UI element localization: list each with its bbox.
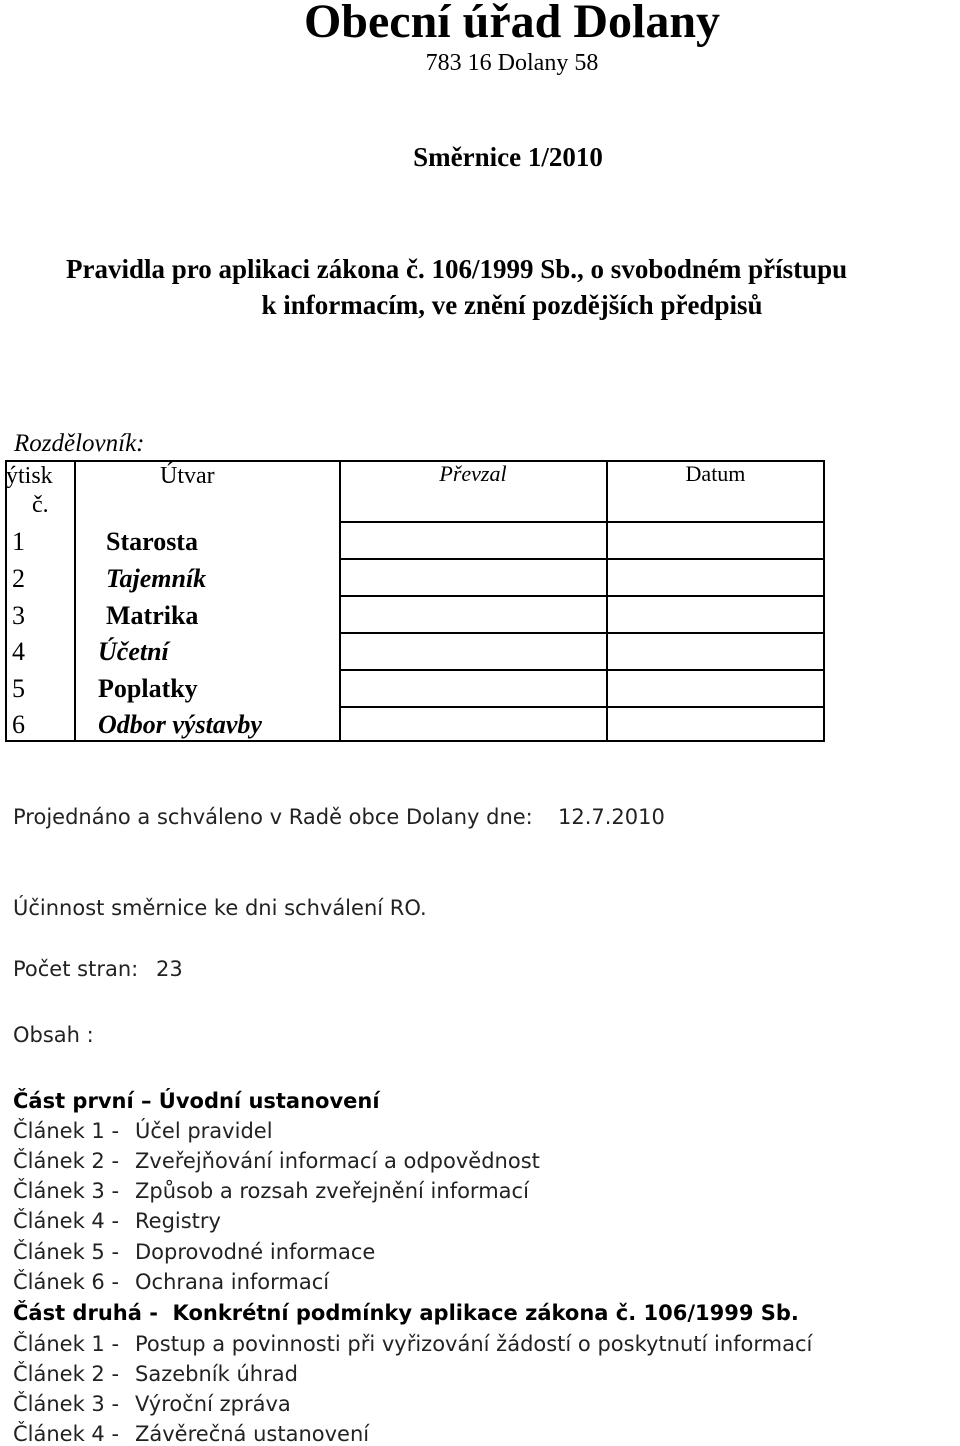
office-address: 783 16 Dolany 58 [425, 50, 599, 76]
table-grid-line [606, 460, 608, 742]
table-row-department: Účetní [98, 637, 169, 666]
toc-article-text: Účel pravidel [135, 1119, 273, 1143]
directive-subject-line2: k informacím, ve znění pozdějších předpisů [261, 290, 763, 320]
toc-article-text: Výroční zpráva [135, 1392, 291, 1416]
approval-date: 12.7.2010 [558, 805, 665, 829]
column-header-copy-no: ýtisk [6, 463, 53, 489]
table-border-left [5, 460, 7, 742]
toc-article-label: Článek 4 - [13, 1209, 120, 1233]
toc-article-label: Článek 4 - [13, 1422, 120, 1446]
toc-article-label: Článek 6 - [13, 1270, 120, 1294]
column-header-department: Útvar [160, 463, 215, 489]
page-count-label: Počet stran: [13, 957, 139, 981]
table-row-number: 4 [12, 637, 25, 666]
directive-subject-line1: Pravidla pro aplikaci zákona č. 106/1999 Sb., o svobodném přístupu [66, 254, 848, 284]
toc-article-text: Postup a povinnosti při vyřizování žádostí o poskytnutí informací [135, 1332, 813, 1356]
table-grid-line [340, 558, 824, 560]
toc-article-text: Doprovodné informace [135, 1240, 376, 1264]
table-row-department: Odbor výstavby [98, 710, 262, 739]
table-grid-line [340, 521, 824, 523]
table-row-number: 5 [12, 674, 25, 703]
toc-article-text: Sazebník úhrad [135, 1362, 298, 1386]
table-row-department: Tajemník [106, 564, 207, 593]
toc-article-label: Článek 5 - [13, 1240, 120, 1264]
table-row-department: Matrika [106, 601, 199, 630]
table-row-number: 6 [12, 710, 25, 739]
toc-article-label: Článek 2 - [13, 1149, 120, 1173]
toc-article-text: Ochrana informací [135, 1270, 330, 1294]
column-header-date: Datum [685, 461, 746, 486]
table-grid-line [339, 460, 341, 742]
table-row-number: 2 [12, 564, 25, 593]
toc-part-title: Část druhá - Konkrétní podmínky aplikace zákona č. 106/1999 Sb. [13, 1301, 799, 1325]
table-grid-line [340, 595, 824, 597]
table-row-number: 1 [12, 527, 25, 556]
toc-article-text: Zveřejňování informací a odpovědnost [135, 1149, 540, 1173]
toc-article-label: Článek 1 - [13, 1332, 120, 1356]
effect-text: Účinnost směrnice ke dni schválení RO. [13, 896, 427, 920]
approval-text: Projednáno a schváleno v Radě obce Dolany dne: [13, 805, 533, 829]
table-grid-line [340, 632, 824, 634]
contents-label: Obsah : [13, 1023, 94, 1047]
directive-number: Směrnice 1/2010 [413, 142, 603, 172]
table-row-department: Starosta [106, 527, 198, 556]
toc-article-label: Článek 2 - [13, 1362, 120, 1386]
toc-article-label: Článek 3 - [13, 1392, 120, 1416]
toc-part-title: Část první – Úvodní ustanovení [13, 1089, 380, 1113]
column-header-copy-no-suffix: č. [32, 492, 49, 518]
table-row-number: 3 [12, 601, 25, 630]
table-grid-line [74, 460, 76, 742]
distribution-label: Rozdělovník: [14, 430, 145, 457]
table-grid-line [340, 706, 824, 708]
table-border-right [823, 460, 825, 742]
table-row-department: Poplatky [98, 674, 198, 703]
office-title: Obecní úřad Dolany [303, 0, 721, 48]
toc-article-label: Článek 3 - [13, 1179, 120, 1203]
table-grid-line [340, 669, 824, 671]
toc-article-text: Registry [135, 1209, 221, 1233]
toc-article-text: Způsob a rozsah zveřejnění informací [135, 1179, 529, 1203]
column-header-received: Převzal [439, 461, 507, 486]
toc-article-label: Článek 1 - [13, 1119, 120, 1143]
toc-article-text: Závěrečná ustanovení [135, 1422, 370, 1446]
table-border-bottom [5, 740, 825, 742]
page-count-value: 23 [156, 957, 183, 981]
